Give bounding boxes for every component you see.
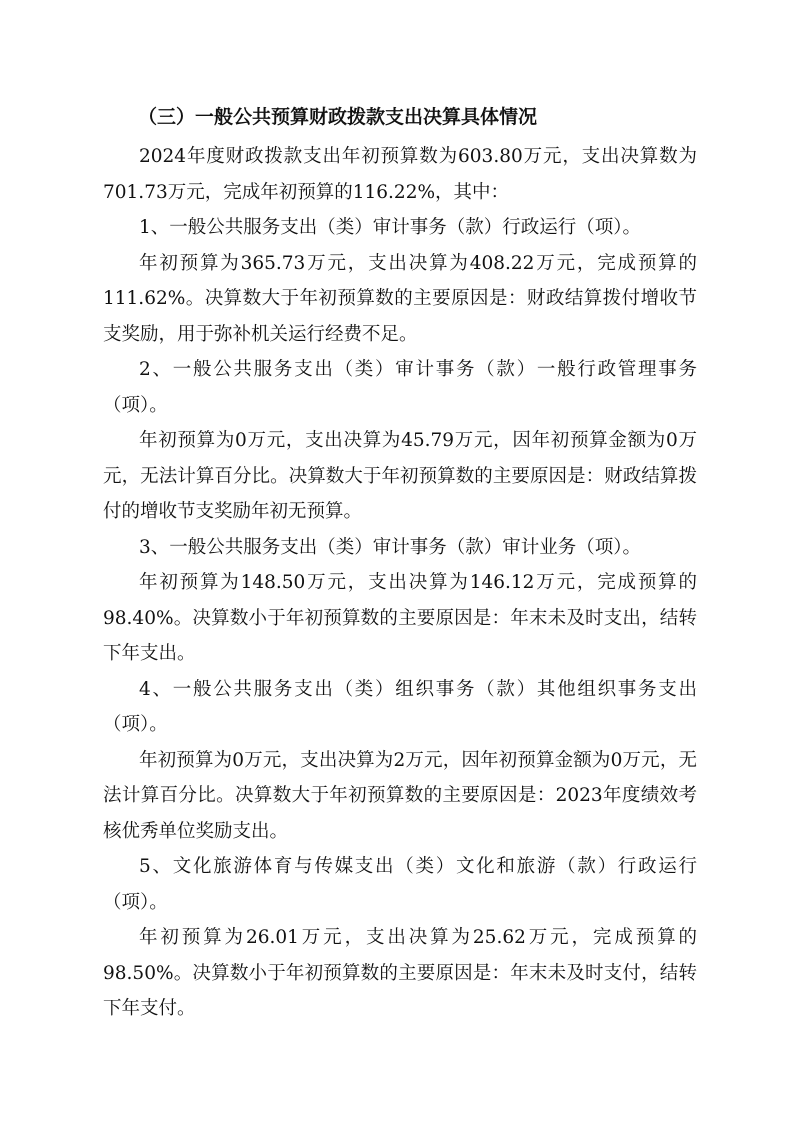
item-3-title: 3、一般公共服务支出（类）审计事务（款）审计业务（项）。	[139, 536, 642, 558]
section-heading: （三）一般公共预算财政拨款支出决算具体情况	[138, 106, 538, 128]
item-4-title: 4、一般公共服务支出（类）组织事务（款）其他组织事务支出（项）。	[103, 678, 697, 735]
item-5-title: 5、文化旅游体育与传媒支出（类）文化和旅游（款）行政运行（项）。	[103, 856, 697, 913]
item-1-detail: 年初预算为365.73万元，支出决算为408.22万元，完成预算的111.62%。决算数大于年初预算数的主要原因是：财政结算拨付增收节支奖励，用于弥补机关运行经费不足。	[103, 252, 697, 345]
item-3-detail: 年初预算为148.50万元，支出决算为146.12万元，完成预算的98.40%。决算数小于年初预算数的主要原因是：年末未及时支出，结转下年支出。	[103, 572, 697, 664]
item-4-detail: 年初预算为0万元，支出决算为2万元，因年初预算金额为0万元，无法计算百分比。决算数大于年初预算数的主要原因是：2023年度绩效考核优秀单位奖励支出。	[103, 749, 697, 842]
item-2-title: 2、一般公共服务支出（类）审计事务（款）一般行政管理事务（项）。	[103, 359, 697, 416]
summary-paragraph: 2024年度财政拨款支出年初预算数为603.80万元，支出决算数为701.73万元，完成年初预算的116.22%，其中：	[103, 146, 697, 203]
item-1-title: 1、一般公共服务支出（类）审计事务（款）行政运行（项）。	[139, 217, 642, 238]
item-2-detail: 年初预算为0万元，支出决算为45.79万元，因年初预算金额为0万元，无法计算百分比。决算数大于年初预算数的主要原因是：财政结算拨付的增收节支奖励年初无预算。	[103, 430, 697, 522]
item-5-detail: 年初预算为26.01万元，支出决算为25.62万元，完成预算的98.50%。决算数小于年初预算数的主要原因是：年末未及时支付，结转下年支付。	[103, 927, 697, 1019]
body-text	[103, 139, 697, 1027]
